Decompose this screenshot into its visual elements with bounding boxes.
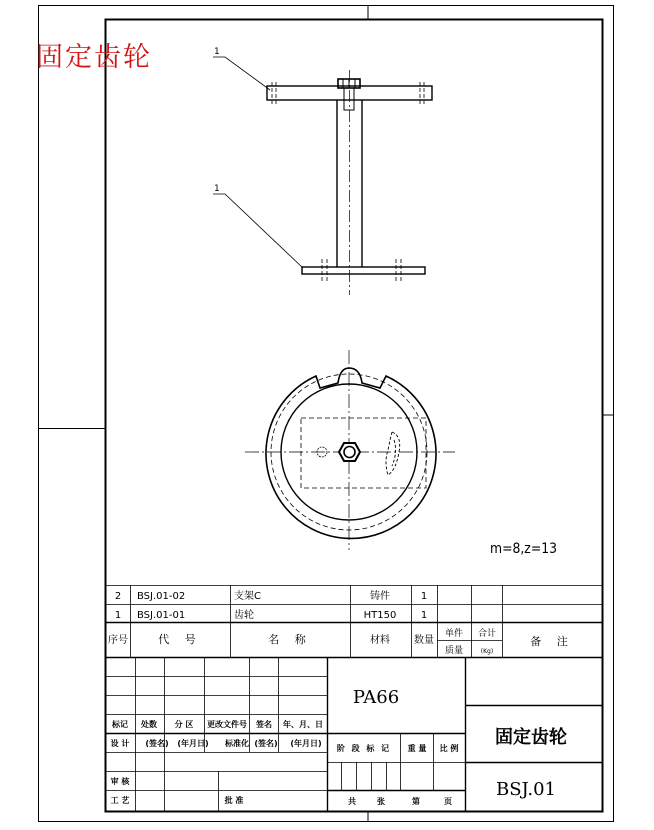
tb-label-sign: 签名 bbox=[256, 720, 272, 729]
tb-label-zone: 分 区 bbox=[174, 720, 194, 729]
bom-row-2-qty: 1 bbox=[420, 591, 428, 602]
bracket-hidden-outline bbox=[301, 418, 426, 488]
bom-row-1-name: 齿轮 bbox=[234, 610, 254, 621]
bom-row-2-index: 2 bbox=[114, 591, 122, 602]
bom-row-1-code: BSJ.01-01 bbox=[137, 610, 186, 621]
tb-label-design: 设 计 bbox=[110, 739, 130, 748]
bom-row-2-material: 铸件 bbox=[370, 591, 390, 602]
tb-label-date: 年、月、日 bbox=[283, 720, 323, 729]
tb-label-change-doc: 更改文件号 bbox=[207, 720, 247, 729]
tb-label-std-date: (年月日) bbox=[290, 739, 322, 748]
leader-line-top bbox=[213, 57, 270, 90]
bom-header-total-bottom: (Kg) bbox=[480, 648, 494, 655]
bom-header-material: 材料 bbox=[370, 635, 390, 646]
bom-header-total-top: 合计 bbox=[477, 629, 497, 639]
gear-parameters: m=8,z=13 bbox=[490, 541, 557, 557]
tb-label-review: 审 核 bbox=[110, 777, 130, 786]
front-view bbox=[213, 57, 432, 295]
bom-header-qty: 数量 bbox=[414, 635, 434, 646]
oval-slot bbox=[386, 432, 400, 475]
leader-label-base: 1 bbox=[214, 184, 220, 194]
bom-header-code: 代 号 bbox=[158, 633, 202, 646]
tb-label-approve: 批 准 bbox=[224, 796, 244, 805]
tb-label-mark: 标记 bbox=[112, 720, 128, 729]
bolt bbox=[344, 88, 354, 110]
oval-slot-inner bbox=[392, 440, 396, 466]
bom-header-index: 序号 bbox=[108, 635, 128, 646]
outer-border bbox=[39, 6, 614, 822]
leader-line-base bbox=[213, 194, 303, 268]
tb-material: PA66 bbox=[352, 687, 400, 708]
tb-label-count: 处数 bbox=[141, 720, 157, 729]
tb-label-std-sign: (签名) bbox=[254, 739, 278, 748]
bom-header-name: 名 称 bbox=[268, 633, 312, 646]
bom-row-2-name: 支架C bbox=[234, 591, 261, 602]
bom-row-1-index: 1 bbox=[114, 610, 122, 621]
tb-drawing-number: BSJ.01 bbox=[495, 779, 557, 800]
bom-row-1-material: HT150 bbox=[363, 610, 397, 621]
tb-label-weight: 重 量 bbox=[407, 744, 427, 753]
bom-row-2-code: BSJ.01-02 bbox=[137, 591, 186, 602]
tb-label-sheets: 张 bbox=[377, 797, 385, 806]
tb-label-design-date: (年月日) bbox=[177, 739, 209, 748]
tb-label-standardize: 标准化 bbox=[225, 739, 249, 748]
tb-label-process: 工 艺 bbox=[110, 796, 130, 805]
leader-label-top: 1 bbox=[214, 47, 220, 57]
tb-label-total: 共 bbox=[348, 797, 356, 806]
bom-header-unit-weight-top: 单件 bbox=[444, 629, 464, 639]
bom-header-unit-weight-bottom: 质量 bbox=[444, 646, 464, 656]
top-view bbox=[245, 350, 455, 550]
tb-label-sheet-no: 第 bbox=[412, 797, 420, 806]
tb-part-name: 固定齿轮 bbox=[495, 727, 567, 748]
bom-header-remark: 备 注 bbox=[530, 635, 574, 648]
tb-label-design-sign: (签名) bbox=[145, 739, 169, 748]
tb-label-stage-mark: 阶 段 标 记 bbox=[336, 744, 392, 753]
watermark-title: 固定齿轮 bbox=[36, 42, 152, 73]
tb-label-scale: 比 例 bbox=[439, 744, 459, 753]
bom-row-1-qty: 1 bbox=[420, 610, 428, 621]
tb-label-page: 页 bbox=[444, 797, 452, 806]
base-plate bbox=[302, 267, 425, 274]
